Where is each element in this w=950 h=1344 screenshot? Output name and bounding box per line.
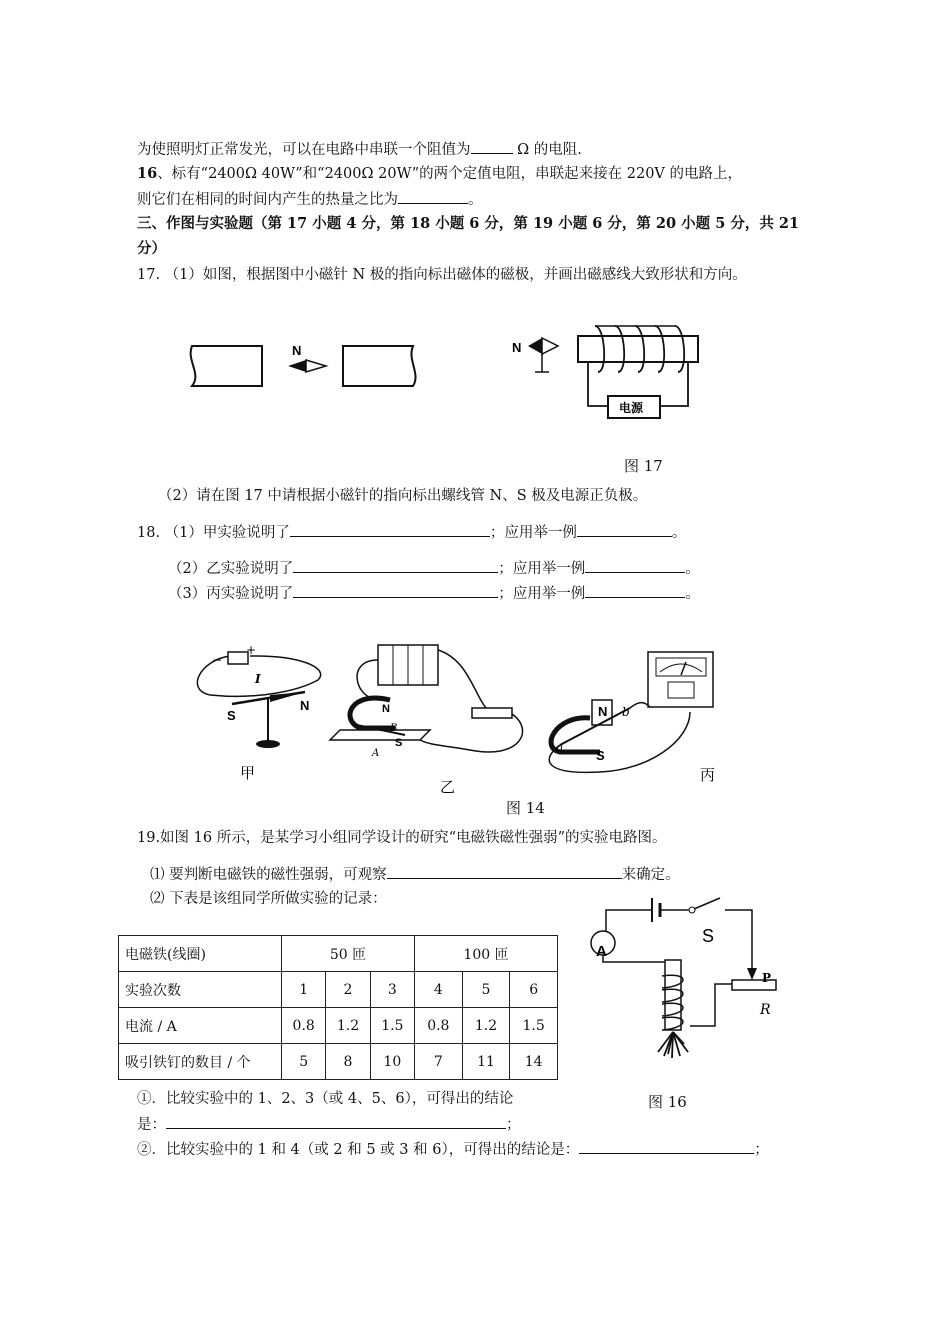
table-cell: 7 [415, 1044, 463, 1080]
table-cell: 11 [462, 1044, 510, 1080]
svg-text:P: P [762, 971, 772, 985]
table-cell: 1.5 [510, 1008, 558, 1044]
conclusion-2: ②．比较实验中的 1 和 4（或 2 和 5 或 3 和 6），可得出的结论是： ； [137, 1139, 769, 1160]
q18-3: （3）丙实验说明了 ；应用举一例 。 [168, 583, 700, 604]
table-cell: 4 [415, 972, 463, 1008]
fig16-caption: 图 16 [648, 1093, 687, 1111]
electromagnet-core [665, 960, 681, 1030]
q18-2: （2）乙实验说明了 ；应用举一例 。 [168, 558, 700, 579]
table-cell: 1.2 [462, 1008, 510, 1044]
svg-text:+: + [246, 643, 257, 657]
table-cell: 电流 / A [119, 1008, 282, 1044]
section3-title: 三、作图与实验题（第 17 小题 4 分，第 18 小题 6 分，第 19 小题 6 分，第 20 小题 5 分，共 21 [137, 215, 800, 232]
svg-text:a: a [556, 741, 564, 755]
q19-2: ⑵ 下表是该组同学所做实验的记录： [150, 891, 387, 907]
table-cell: 1 [282, 972, 326, 1008]
q17-1: 17. （1）如图，根据图中小磁针 N 极的指向标出磁体的磁极，并画出磁感线大致形状和方向。 [137, 267, 747, 283]
l1b: Ω 的电阻. [512, 142, 582, 158]
svg-text:I: I [255, 672, 261, 686]
table-header-cell: 50 匝 [282, 936, 415, 972]
blank-conclusion-2[interactable] [579, 1139, 754, 1154]
needle-label-n: N [292, 343, 302, 358]
table-cell: 5 [462, 972, 510, 1008]
iron-nails [658, 1032, 688, 1058]
label-yi: 乙 [440, 778, 456, 796]
table-header-cell: 电磁铁(线圈) [119, 936, 282, 972]
table-cell: 10 [370, 1044, 414, 1080]
power-label: 电源 [619, 401, 644, 415]
svg-text:S: S [596, 748, 605, 763]
table-header-row [119, 936, 558, 972]
table-cell: 实验次数 [119, 972, 282, 1008]
experiment-table [118, 935, 558, 1080]
table-cell: 6 [510, 972, 558, 1008]
table-cell: 0.8 [415, 1008, 463, 1044]
section3-title-2: 分） [137, 240, 166, 257]
q16-num: 16 [137, 165, 158, 182]
q18-1: 18. （1）甲实验说明了 ；应用举一例 。 [137, 522, 686, 543]
q19-1: ⑴ 要判断电磁铁的磁性强弱，可观察 来确定。 [150, 864, 680, 885]
table-row [119, 1044, 558, 1080]
svg-text:b: b [622, 705, 630, 719]
svg-text:−: − [212, 653, 223, 667]
rheostat-label: R [760, 1002, 771, 1018]
conclusion-1a: ①．比较实验中的 1、2、3（或 4、5、6），可得出的结论 [137, 1091, 514, 1107]
q16-c: 。 [468, 192, 483, 208]
svg-text:N: N [382, 703, 390, 715]
table-cell: 3 [370, 972, 414, 1008]
switch-lever [694, 898, 720, 909]
table-cell: 8 [326, 1044, 370, 1080]
compass2-label-n: N [512, 340, 522, 355]
table-cell: 5 [282, 1044, 326, 1080]
table-row [119, 972, 558, 1008]
table-header-cell: 100 匝 [415, 936, 558, 972]
table-cell: 14 [510, 1044, 558, 1080]
q16-a: 、标有“2400Ω 40W”和“2400Ω 20W”的两个定值电阻，串联起来接在 220V 的电路上， [157, 166, 743, 182]
table-cell: 2 [326, 972, 370, 1008]
fig14-caption: 图 14 [506, 799, 545, 817]
q16-b: 则它们在相同的时间内产生的热量之比为 [137, 192, 398, 208]
fig17-caption: 图 17 [624, 457, 663, 475]
svg-text:A: A [596, 943, 607, 960]
q19: 19.如图 16 所示，是某学习小组同学设计的研究“电磁铁磁性强弱”的实验电路图。 [137, 830, 667, 846]
l1a: 为使照明灯正常发光，可以在电路中串联一个阻值为 [137, 142, 471, 158]
conclusion-1b: 是： ； [137, 1114, 521, 1135]
q17-2: （2）请在图 17 中请根据小磁针的指向标出螺线管 N、S 极及电源正负极。 [158, 488, 648, 504]
svg-text:S: S [395, 737, 403, 749]
svg-text:A: A [372, 748, 380, 759]
svg-text:S: S [227, 708, 236, 723]
svg-text:B: B [390, 723, 398, 734]
table-cell: 吸引铁钉的数目 / 个 [119, 1044, 282, 1080]
switch-label: S [702, 926, 715, 946]
label-bing: 丙 [700, 766, 716, 784]
label-jia: 甲 [240, 764, 256, 782]
table-row [119, 1008, 558, 1044]
svg-text:N: N [300, 698, 310, 713]
table-cell: 1.5 [370, 1008, 414, 1044]
table-cell: 1.2 [326, 1008, 370, 1044]
svg-text:N: N [598, 704, 608, 719]
table-cell: 0.8 [282, 1008, 326, 1044]
blank-conclusion-1[interactable] [166, 1114, 506, 1129]
